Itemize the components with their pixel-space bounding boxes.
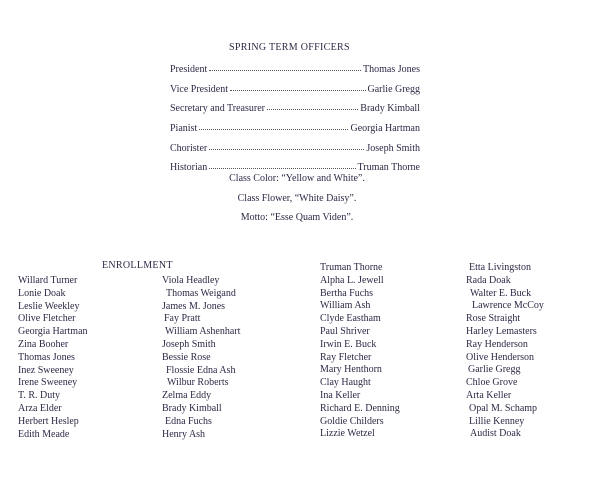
leader-dots [230, 80, 366, 91]
enrollee-name: Ray Henderson [466, 339, 528, 350]
leader-dots [209, 158, 355, 169]
enrollee-name: Zelma Eddy [162, 390, 212, 401]
enrollee-name: Lonie Doak [18, 288, 66, 299]
officer-row [170, 140, 420, 152]
enrollee-name: Edna Fuchs [165, 416, 212, 427]
enrollee-name: Viola Headley [162, 275, 220, 286]
enrollee-name: Thomas Jones [18, 352, 75, 363]
enrollee-name: Etta Livingston [469, 262, 531, 273]
officer-role: Secretary and Treasurer [170, 103, 265, 114]
enrollee-name: Lawrence McCoy [472, 300, 544, 311]
enrollee-name: Mary Henthorn [320, 364, 382, 375]
officer-name: Thomas Jones [363, 64, 420, 75]
leader-dots [267, 99, 358, 110]
enrollee-name: Ina Keller [320, 390, 361, 401]
enrollee-name: Arza Elder [18, 403, 62, 414]
enrollee-name: Brady Kimball [162, 403, 222, 414]
officer-role: Chorister [170, 143, 208, 154]
enrollee-name: Henry Ash [162, 429, 206, 440]
officer-row [170, 120, 420, 132]
leader-dots [209, 60, 361, 71]
enrollee-name: Opal M. Schamp [469, 403, 538, 414]
enrollee-name: Clyde Eastham [320, 313, 381, 324]
enrollee-name: Thomas Weigand [166, 288, 236, 299]
enrollee-name: Truman Thorne [320, 262, 383, 273]
enrollee-name: Bertha Fuchs [320, 288, 374, 299]
enrollee-name: Harley Lemasters [466, 326, 537, 337]
enrollee-name: Fay Pratt [164, 313, 201, 324]
officers-heading: SPRING TERM OFFICERS [229, 42, 350, 53]
enrollee-name: Zina Booher [18, 339, 69, 350]
enrollee-name: Bessie Rose [162, 352, 211, 363]
officer-name: Brady Kimball [360, 103, 420, 114]
enrollee-name: William Ash [320, 300, 371, 311]
enrollee-name: Ray Fletcher [320, 352, 372, 363]
class-color: Class Color: “Yellow and White”. [229, 173, 365, 184]
class-flower: Class Flower, “White Daisy”. [237, 193, 357, 204]
enrollee-name: Inez Sweeney [18, 365, 74, 376]
officer-row [170, 61, 420, 73]
enrollment-heading: ENROLLMENT [102, 260, 173, 271]
enrollee-name: Walter E. Buck [470, 288, 532, 299]
officer-role: Historian [170, 162, 208, 173]
officer-row [170, 100, 420, 112]
enrollee-name: Herbert Heslep [18, 416, 79, 427]
enrollee-name: Chloe Grove [466, 377, 518, 388]
enrollee-name: Paul Shriver [320, 326, 370, 337]
enrollee-name: Olive Henderson [466, 352, 535, 363]
enrollee-name: Irene Sweeney [18, 377, 78, 388]
enrollee-name: Richard E. Denning [320, 403, 400, 414]
enrollee-name: Wilbur Roberts [167, 377, 229, 388]
officer-row [170, 81, 420, 93]
leader-dots [199, 119, 348, 130]
officer-name: Garlie Gregg [367, 84, 420, 95]
enrollee-name: Edith Meade [18, 429, 70, 440]
enrollee-name: Irwin E. Buck [320, 339, 377, 350]
enrollee-name: Rada Doak [466, 275, 511, 286]
enrollee-name: Lillie Kenney [469, 416, 525, 427]
leader-dots [209, 139, 364, 150]
enrollee-name: Rose Straight [466, 313, 521, 324]
enrollee-name: Garlie Gregg [468, 364, 521, 375]
enrollee-name: Georgia Hartman [18, 326, 88, 337]
class-motto: Motto: “Esse Quam Viden”. [240, 212, 354, 223]
enrollee-name: Leslie Weekley [18, 301, 80, 312]
enrollee-name: Alpha L. Jewell [320, 275, 384, 286]
enrollee-name: Olive Fletcher [18, 313, 76, 324]
enrollee-name: Willard Turner [18, 275, 78, 286]
officer-name: Georgia Hartman [350, 123, 420, 134]
officer-name: Joseph Smith [366, 143, 420, 154]
enrollee-name: Clay Haught [320, 377, 371, 388]
enrollee-name: James M. Jones [162, 301, 226, 312]
enrollee-name: Lizzie Wetzel [320, 428, 375, 439]
enrollee-name: Joseph Smith [162, 339, 216, 350]
enrollee-name: Goldie Childers [320, 416, 384, 427]
enrollee-name: Flossie Edna Ash [166, 365, 236, 376]
officer-row [170, 159, 420, 171]
enrollee-name: T. R. Duty [18, 390, 61, 401]
officer-name: Truman Thorne [357, 162, 420, 173]
officer-role: President [170, 64, 208, 75]
enrollee-name: Audist Doak [470, 428, 521, 439]
enrollee-name: William Ashenhart [165, 326, 241, 337]
officer-role: Pianist [170, 123, 198, 134]
enrollee-name: Arta Keller [466, 390, 512, 401]
officer-role: Vice President [170, 84, 228, 95]
